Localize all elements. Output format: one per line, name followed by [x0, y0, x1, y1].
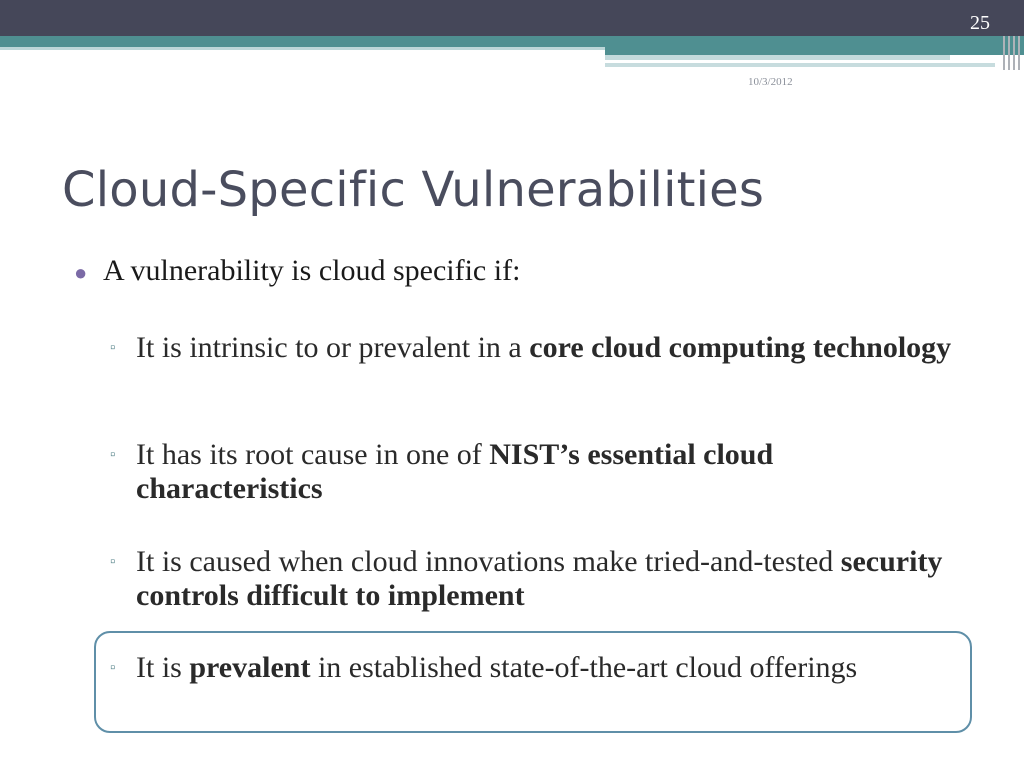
main-bullet-text: A vulnerability is cloud specific if:	[103, 254, 521, 287]
slide-number: 25	[970, 12, 990, 34]
square-bullet-icon: ▫	[110, 340, 116, 356]
square-bullet-icon: ▫	[110, 554, 116, 570]
sub-bullet-text: It is intrinsic to or prevalent in a	[136, 331, 530, 364]
decorative-vertical-lines	[1003, 36, 1024, 70]
header-pale-stripe-right	[605, 55, 950, 60]
header-bar	[0, 0, 1024, 36]
header-pale-stripe-lower	[605, 63, 995, 67]
slide-title: Cloud-Specific Vulnerabilities	[62, 162, 765, 218]
sub-bullet-text: It is	[136, 651, 190, 684]
sub-bullet-emphasis: core cloud computing technology	[529, 331, 952, 364]
slide-date: 10/3/2012	[748, 76, 793, 88]
bullet-dot-icon: ●	[74, 260, 88, 285]
header-accent-stripe-right	[605, 47, 1024, 55]
sub-bullet-text: It is caused when cloud innovations make tried-and-tested	[136, 545, 841, 578]
sub-bullet-emphasis: prevalent	[189, 651, 311, 684]
sub-bullet-text: It has its root cause in one of	[136, 438, 490, 471]
sub-bullet-text-end: in established state-of-the-art cloud offerings	[310, 651, 858, 684]
sub-bullet-emphasis: NIST’s essential cloud characteristics	[136, 438, 774, 505]
header-accent-stripe	[0, 36, 1024, 47]
sub-bullet-emphasis: security controls difficult to implement	[136, 545, 943, 612]
header-pale-stripe	[0, 47, 605, 50]
square-bullet-icon: ▫	[110, 660, 116, 676]
square-bullet-icon: ▫	[110, 447, 116, 463]
